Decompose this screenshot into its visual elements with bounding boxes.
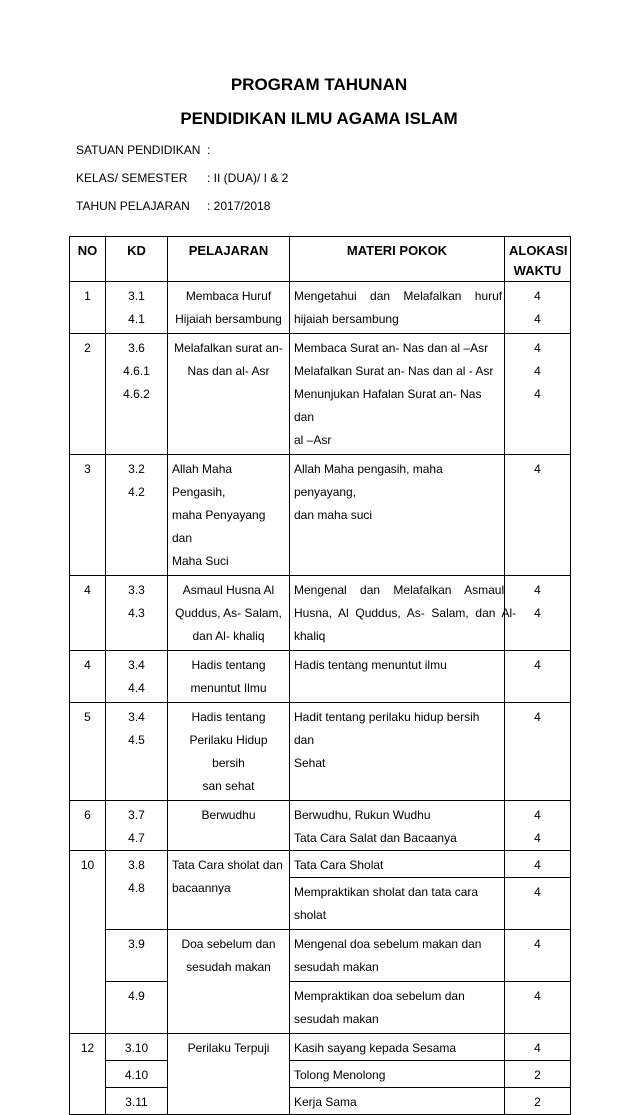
meta-tahun — [76, 199, 270, 213]
pelajaran-line: Maha Suci — [172, 554, 229, 568]
cell-materi — [290, 651, 505, 703]
cell-no: 4 — [70, 651, 106, 703]
cell-pelajaran — [168, 334, 290, 455]
alokasi-line: 4 — [534, 606, 541, 620]
cell-materi — [290, 930, 505, 982]
cell-materi — [290, 878, 505, 930]
alokasi-line: 4 — [534, 387, 541, 401]
alokasi-line: 4 — [534, 341, 541, 355]
pelajaran-line: menuntut Ilmu — [190, 681, 267, 695]
pelajaran-line: dan Al- khaliq — [192, 629, 265, 643]
materi-line: Mempraktikan sholat dan tata cara — [294, 885, 479, 899]
alokasi-line: 4 — [534, 710, 541, 724]
cell-kd — [106, 801, 168, 851]
kd-line: 4.7 — [128, 831, 145, 845]
alokasi-line: 4 — [534, 289, 541, 303]
kd-line: 3.2 — [128, 462, 145, 476]
cell-alokasi: 4 — [505, 1034, 571, 1061]
materi-line: Mengetahui dan Melafalkan huruf — [294, 289, 503, 303]
cell-kd: 4.9 — [106, 982, 168, 1034]
cell-materi — [290, 282, 505, 334]
pelajaran-line: Berwudhu — [201, 808, 256, 822]
cell-materi: Tolong Menolong — [290, 1061, 505, 1088]
materi-line: Mengenal doa sebelum makan dan — [294, 937, 482, 951]
cell-kd: 3.10 — [106, 1034, 168, 1061]
kd-line: 3.8 — [128, 858, 145, 872]
meta-satuan-label: SATUAN PENDIDIKAN — [76, 143, 201, 157]
pelajaran-line: Quddus, As- Salam, — [175, 606, 282, 620]
table-row — [70, 282, 571, 334]
cell-kd: 3.11 — [106, 1088, 168, 1115]
materi-line: Hadit tentang perilaku hidup bersih dan — [294, 710, 480, 747]
alokasi-line: 4 — [534, 462, 541, 476]
pelajaran-line: Hadis tentang — [191, 710, 266, 724]
cell-alokasi — [505, 455, 571, 576]
cell-materi — [290, 455, 505, 576]
kd-line: 3.7 — [128, 808, 145, 822]
cell-pelajaran — [168, 576, 290, 651]
cell-pelajaran — [168, 703, 290, 801]
pelajaran-line: Asmaul Husna Al — [182, 583, 275, 597]
cell-pelajaran — [168, 455, 290, 576]
meta-satuan-value: : — [207, 143, 211, 157]
cell-alokasi: 2 — [505, 1061, 571, 1088]
materi-line: Berwudhu, Rukun Wudhu — [294, 808, 431, 822]
materi-line: dan maha suci — [294, 508, 373, 522]
cell-no: 6 — [70, 801, 106, 851]
table-row — [70, 576, 571, 651]
materi-line: Hadis tentang menuntut ilmu — [294, 658, 447, 672]
cell-pelajaran — [168, 930, 290, 1034]
kd-line: 3.4 — [128, 658, 145, 672]
pelajaran-line: Nas dan al- Asr — [187, 364, 270, 378]
cell-kd: 4.10 — [106, 1061, 168, 1088]
header-alokasi-line2: WAKTU — [513, 263, 562, 278]
materi-line: Mengenal dan Melafalkan Asmaul — [294, 583, 505, 597]
alokasi-line: 4 — [534, 658, 541, 672]
cell-alokasi: 4 — [505, 930, 571, 982]
pelajaran-line: Membaca Huruf — [185, 289, 272, 303]
cell-materi: Kasih sayang kepada Sesama — [290, 1034, 505, 1061]
meta-satuan — [76, 143, 210, 157]
pelajaran-line: Tata Cara sholat dan — [172, 858, 283, 872]
materi-line: Tata Cara Salat dan Bacaanya — [294, 831, 457, 845]
table-row — [70, 334, 571, 455]
materi-line: Tata Cara Sholat — [294, 858, 384, 872]
cell-alokasi — [505, 651, 571, 703]
cell-alokasi: 2 — [505, 1088, 571, 1115]
program-table — [69, 236, 571, 1115]
cell-no: 5 — [70, 703, 106, 801]
cell-alokasi — [505, 851, 571, 878]
table-row — [70, 1088, 571, 1115]
materi-line: Sehat — [294, 756, 326, 770]
meta-kelas-value: : II (DUA)/ I & 2 — [207, 171, 289, 185]
pelajaran-line: sesudah makan — [186, 960, 271, 974]
cell-materi — [290, 851, 505, 878]
cell-kd — [106, 651, 168, 703]
pelajaran-line: Hijaiah bersambung — [175, 312, 282, 326]
cell-no: 2 — [70, 334, 106, 455]
kd-line: 3.1 — [128, 289, 145, 303]
table-header-row — [70, 237, 571, 282]
cell-materi — [290, 334, 505, 455]
cell-alokasi: 4 — [505, 982, 571, 1034]
materi-line: sholat — [294, 908, 327, 922]
kd-line: 4.5 — [128, 733, 145, 747]
cell-materi: Kerja Sama — [290, 1088, 505, 1115]
meta-kelas-label: KELAS/ SEMESTER — [76, 171, 188, 185]
alokasi-line: 4 — [534, 808, 541, 822]
cell-alokasi — [505, 703, 571, 801]
cell-alokasi — [505, 334, 571, 455]
table-row — [70, 930, 571, 982]
kd-line: 4.6.2 — [123, 387, 150, 401]
pelajaran-line: Hadis tentang — [191, 658, 266, 672]
meta-tahun-value: : 2017/2018 — [207, 199, 271, 213]
pelajaran-line: Allah Maha Pengasih, — [172, 462, 233, 499]
kd-line: 4.1 — [128, 312, 145, 326]
cell-no: 12 — [70, 1034, 106, 1115]
cell-materi — [290, 576, 517, 651]
alokasi-line: 4 — [534, 364, 541, 378]
cell-alokasi — [505, 282, 571, 334]
cell-kd — [106, 334, 168, 455]
pelajaran-line: Doa sebelum dan — [181, 937, 276, 951]
cell-no: 1 — [70, 282, 106, 334]
table-row — [70, 982, 571, 1034]
header-no: NO — [70, 237, 106, 282]
alokasi-line: 4 — [534, 885, 541, 899]
kd-line: 3.4 — [128, 710, 145, 724]
pelajaran-line: san sehat — [202, 779, 255, 793]
cell-no: 4 — [70, 576, 106, 651]
header-alokasi-line1: ALOKASI — [509, 243, 568, 258]
table-row — [70, 801, 571, 851]
page-title: PROGRAM TAHUNAN — [230, 75, 408, 94]
cell-kd — [106, 282, 168, 334]
kd-line: 3.6 — [128, 341, 145, 355]
table-row — [70, 651, 571, 703]
materi-line: Melafalkan Surat an- Nas dan al - Asr — [294, 364, 494, 378]
alokasi-line: 4 — [534, 312, 541, 326]
page-subtitle: PENDIDIKAN ILMU AGAMA ISLAM — [180, 109, 458, 128]
header-materi: MATERI POKOK — [290, 237, 505, 282]
cell-materi — [290, 703, 505, 801]
table-row — [70, 1034, 571, 1061]
materi-line: khaliq — [294, 629, 326, 643]
pelajaran-line: bacaannya — [172, 881, 231, 895]
materi-line: sesudah makan — [294, 1012, 379, 1026]
alokasi-line: 4 — [534, 583, 541, 597]
kd-line: 4.8 — [128, 881, 145, 895]
cell-alokasi — [505, 801, 571, 851]
materi-line: hijaiah bersambung — [294, 312, 399, 326]
cell-kd: 3.9 — [106, 930, 168, 982]
cell-pelajaran — [168, 851, 290, 930]
cell-kd — [106, 851, 168, 930]
materi-line: Menunjukan Hafalan Surat an- Nas dan — [294, 387, 482, 424]
alokasi-line: 4 — [534, 831, 541, 845]
header-alokasi — [505, 237, 571, 282]
table-row — [70, 455, 571, 576]
pelajaran-line: Melafalkan surat an- — [174, 341, 283, 355]
cell-pelajaran — [168, 801, 290, 851]
cell-pelajaran: Perilaku Terpuji — [168, 1034, 290, 1115]
meta-kelas — [76, 171, 288, 185]
pelajaran-line: Perilaku Hidup bersih — [189, 733, 268, 770]
cell-materi — [290, 982, 505, 1034]
cell-kd — [106, 703, 168, 801]
table-row — [70, 1061, 571, 1088]
kd-line: 4.6.1 — [123, 364, 150, 378]
kd-line: 3.3 — [128, 583, 145, 597]
cell-materi — [290, 801, 505, 851]
meta-tahun-label: TAHUN PELAJARAN — [76, 199, 190, 213]
materi-line: al –Asr — [294, 433, 332, 447]
header-pelajaran: PELAJARAN — [168, 237, 290, 282]
table-row — [70, 703, 571, 801]
cell-pelajaran — [168, 651, 290, 703]
table-row — [70, 851, 571, 878]
cell-pelajaran — [168, 282, 290, 334]
materi-line: Allah Maha pengasih, maha penyayang, — [294, 462, 443, 499]
materi-line: Mempraktikan doa sebelum dan — [294, 989, 465, 1003]
cell-kd — [106, 455, 168, 576]
alokasi-line: 4 — [534, 858, 541, 872]
cell-alokasi — [505, 878, 571, 930]
cell-kd — [106, 576, 168, 651]
kd-line: 4.3 — [128, 606, 145, 620]
materi-line: Membaca Surat an- Nas dan al –Asr — [294, 341, 489, 355]
cell-no: 3 — [70, 455, 106, 576]
kd-line: 4.2 — [128, 485, 145, 499]
kd-line: 4.4 — [128, 681, 145, 695]
materi-line: Husna, Al Quddus, As- Salam, dan Al- — [294, 606, 517, 620]
cell-no: 10 — [70, 851, 106, 1034]
pelajaran-line: maha Penyayang dan — [172, 508, 266, 545]
materi-line: sesudah makan — [294, 960, 379, 974]
header-kd: KD — [106, 237, 168, 282]
